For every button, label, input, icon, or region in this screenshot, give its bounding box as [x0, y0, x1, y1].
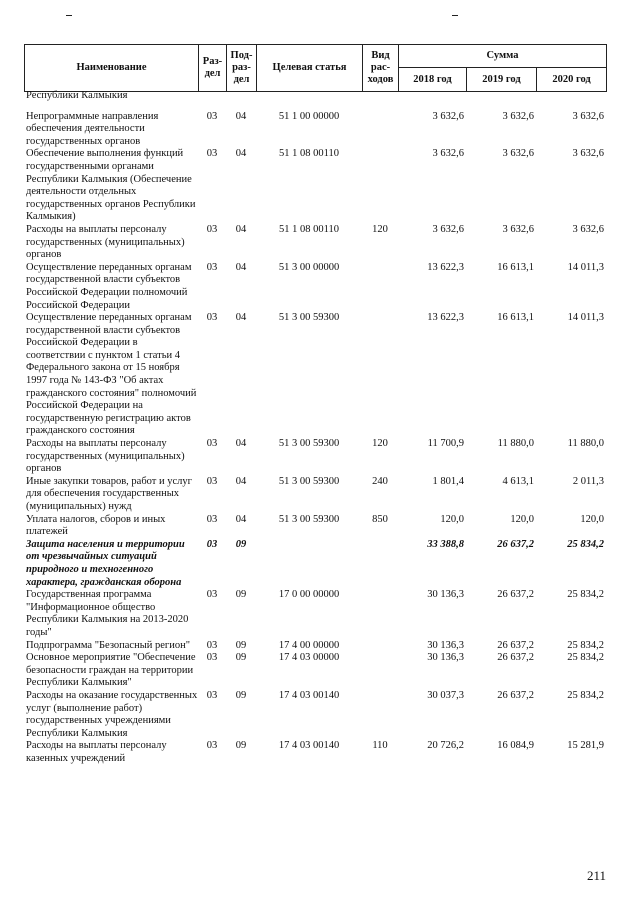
- table-row: [24, 90, 606, 103]
- row-name: Республики Калмыкия: [26, 90, 128, 101]
- row-razdel: 03: [206, 261, 218, 273]
- table-body: [24, 90, 606, 765]
- row-podrazdel: 04: [235, 223, 247, 235]
- row-razdel: 03: [206, 475, 218, 487]
- row-sum-2018: 20 726,2: [427, 740, 464, 752]
- row-razdel: 03: [206, 438, 218, 450]
- row-target: 17 4 00 00000: [278, 639, 340, 651]
- row-razdel: 03: [206, 589, 218, 601]
- row-sum-2020: 25 834,2: [567, 689, 604, 701]
- row-sum-2018: 11 700,9: [427, 438, 464, 450]
- row-razdel: 03: [206, 652, 218, 664]
- row-sum-2020: 25 834,2: [567, 589, 604, 601]
- row-podrazdel: 09: [235, 689, 247, 701]
- row-sum-2020: 14 011,3: [567, 312, 604, 324]
- row-name: Основное мероприятие "Обеспечение безопасности граждан на территории Республики Калмыкия": [26, 652, 196, 689]
- row-sum-2018: 30 136,3: [427, 639, 464, 651]
- table-row: [24, 148, 606, 224]
- row-podrazdel: 09: [235, 639, 247, 651]
- row-sum-2018: 120,0: [440, 513, 464, 525]
- table-row: [24, 589, 606, 639]
- row-sum-2020: 120,0: [580, 513, 604, 525]
- header-2019: 2019 год: [467, 68, 537, 92]
- table-row: [24, 312, 606, 438]
- row-sum-2019: 120,0: [510, 513, 534, 525]
- row-sum-2019: 26 637,2: [497, 689, 534, 701]
- row-sum-2018: 1 801,4: [432, 475, 464, 487]
- row-sum-2019: 3 632,6: [502, 223, 534, 235]
- row-sum-2018: 3 632,6: [432, 110, 464, 122]
- row-razdel: 03: [206, 223, 218, 235]
- row-sum-2019: 11 880,0: [497, 438, 534, 450]
- table-row: [24, 262, 606, 312]
- row-target: 51 1 08 00110: [279, 148, 339, 160]
- row-sum-2018: 30 037,3: [427, 689, 464, 701]
- row-target: 17 4 03 00140: [278, 740, 340, 752]
- row-name: Непрограммные направления обеспечения деятельности государственных органов: [26, 110, 159, 147]
- row-sum-2020: 3 632,6: [572, 110, 604, 122]
- row-sum-2019: 26 637,2: [497, 652, 534, 664]
- header-podrazdel: Под- раз- дел: [227, 45, 257, 92]
- row-podrazdel: 09: [235, 589, 247, 601]
- header-2020: 2020 год: [537, 68, 607, 92]
- table-row: [24, 652, 606, 690]
- header-razdel: Раз- дел: [199, 45, 227, 92]
- row-razdel: 03: [206, 689, 218, 701]
- row-sum-2020: 3 632,6: [572, 148, 604, 160]
- table-row: [24, 514, 606, 539]
- row-name: Государственная программа "Информационное общество Республики Калмыкия на 2013-2020 годы": [26, 589, 189, 638]
- row-target: 51 3 00 00000: [278, 261, 340, 273]
- row-sum-2018: 30 136,3: [427, 652, 464, 664]
- row-podrazdel: 04: [235, 148, 247, 160]
- row-target: 17 4 03 00140: [278, 689, 340, 701]
- row-vid: 240: [372, 475, 388, 487]
- header-target: Целевая статья: [257, 45, 363, 92]
- row-sum-2018: 3 632,6: [432, 223, 464, 235]
- row-podrazdel: 04: [235, 438, 247, 450]
- row-target: 17 0 00 00000: [278, 589, 340, 601]
- header-2018: 2018 год: [399, 68, 467, 92]
- row-sum-2020: 11 880,0: [567, 438, 604, 450]
- row-sum-2019: 26 637,2: [497, 538, 534, 550]
- row-sum-2020: 25 834,2: [567, 652, 604, 664]
- row-name: Иные закупки товаров, работ и услуг для обеспечения государственных (муниципальных) нужд: [26, 475, 192, 512]
- row-sum-2018: 13 622,3: [427, 312, 464, 324]
- row-target: 51 3 00 59300: [278, 513, 340, 525]
- row-podrazdel: 04: [235, 312, 247, 324]
- row-podrazdel: 09: [235, 538, 247, 550]
- row-name: Расходы на оказание государственных услуг (выполнение работ) государственных учреждениями Республики Калмыкия: [26, 689, 198, 739]
- row-podrazdel: 04: [235, 475, 247, 487]
- row-name: Защита населения и территории от чрезвычайных ситуаций природного и техногенного характера, гражданская оборона: [26, 538, 185, 588]
- table-row: [24, 111, 606, 149]
- row-name: Расходы на выплаты персоналу государственных (муниципальных) органов: [26, 223, 185, 261]
- table-row: [24, 438, 606, 476]
- row-podrazdel: 04: [235, 261, 247, 273]
- row-target: 51 1 00 00000: [278, 110, 340, 122]
- header-vid: Вид рас- ходов: [363, 45, 399, 92]
- row-sum-2019: 26 637,2: [497, 639, 534, 651]
- row-name: Подпрограмма "Безопасный регион": [26, 639, 191, 651]
- row-name: Обеспечение выполнения функций государственными органами Республики Калмыкия (Обеспечение деятельности отдельных государственных органов Республики Калмыкия): [26, 148, 196, 223]
- row-target: 17 4 03 00000: [278, 652, 340, 664]
- row-razdel: 03: [206, 312, 218, 324]
- table-row: [24, 690, 606, 740]
- table-row: [24, 740, 606, 765]
- table-row: [24, 476, 606, 514]
- row-vid: 120: [372, 438, 388, 450]
- row-sum-2018: 3 632,6: [432, 148, 464, 160]
- header-name: Наименование: [25, 45, 199, 92]
- row-razdel: 03: [206, 148, 218, 160]
- table-row: [24, 539, 606, 589]
- row-target: 51 3 00 59300: [278, 475, 340, 487]
- row-sum-2019: 16 613,1: [497, 261, 534, 273]
- row-razdel: 03: [206, 513, 218, 525]
- row-name: Осуществление переданных органам государственной власти субъектов Российской Федерации в соответствии с пунктом 1 статьи 4 Федерального закона от 15 ноября 1997 года № 143-ФЗ "Об актах гражданского состояния" полномочий Российской Федерации на государственную регистрацию актов гражданского состояния: [26, 312, 197, 437]
- row-sum-2020: 15 281,9: [567, 740, 604, 752]
- row-name: Осуществление переданных органам государственной власти субъектов Российской Федерации полномочий Российской Федерации: [26, 261, 192, 311]
- row-sum-2020: 14 011,3: [567, 261, 604, 273]
- table-header: [24, 44, 607, 92]
- row-sum-2018: 33 388,8: [427, 538, 464, 550]
- scan-mark-left: [66, 15, 72, 16]
- row-target: 51 3 00 59300: [278, 312, 340, 324]
- row-sum-2020: 25 834,2: [567, 639, 604, 651]
- row-name: Расходы на выплаты персоналу казенных учреждений: [26, 740, 167, 764]
- row-sum-2018: 13 622,3: [427, 261, 464, 273]
- row-vid: 110: [372, 740, 388, 752]
- table-row: [24, 640, 606, 653]
- row-name: Уплата налогов, сборов и иных платежей: [26, 513, 166, 538]
- row-razdel: 03: [206, 110, 218, 122]
- row-vid: 120: [372, 223, 388, 235]
- row-sum-2019: 4 613,1: [502, 475, 534, 487]
- row-razdel: 03: [206, 740, 218, 752]
- row-sum-2018: 30 136,3: [427, 589, 464, 601]
- row-sum-2020: 2 011,3: [572, 475, 604, 487]
- row-sum-2020: 25 834,2: [567, 538, 604, 550]
- row-sum-2019: 3 632,6: [502, 110, 534, 122]
- page-number: 211: [586, 868, 606, 883]
- header-sum: Сумма: [399, 45, 607, 68]
- row-podrazdel: 09: [235, 740, 247, 752]
- row-sum-2020: 3 632,6: [572, 223, 604, 235]
- row-target: 51 3 00 59300: [278, 438, 340, 450]
- row-podrazdel: 04: [235, 110, 247, 122]
- row-sum-2019: 3 632,6: [502, 148, 534, 160]
- row-podrazdel: 09: [235, 652, 247, 664]
- table-row: [24, 224, 606, 262]
- row-sum-2019: 16 084,9: [497, 740, 534, 752]
- row-sum-2019: 16 613,1: [497, 312, 534, 324]
- row-name: Расходы на выплаты персоналу государственных (муниципальных) органов: [26, 438, 185, 475]
- row-razdel: 03: [206, 538, 218, 550]
- row-sum-2019: 26 637,2: [497, 589, 534, 601]
- row-podrazdel: 04: [235, 513, 247, 525]
- row-vid: 850: [372, 513, 388, 525]
- scan-mark-right: [452, 15, 458, 16]
- row-target: 51 1 08 00110: [279, 223, 339, 235]
- row-razdel: 03: [206, 639, 218, 651]
